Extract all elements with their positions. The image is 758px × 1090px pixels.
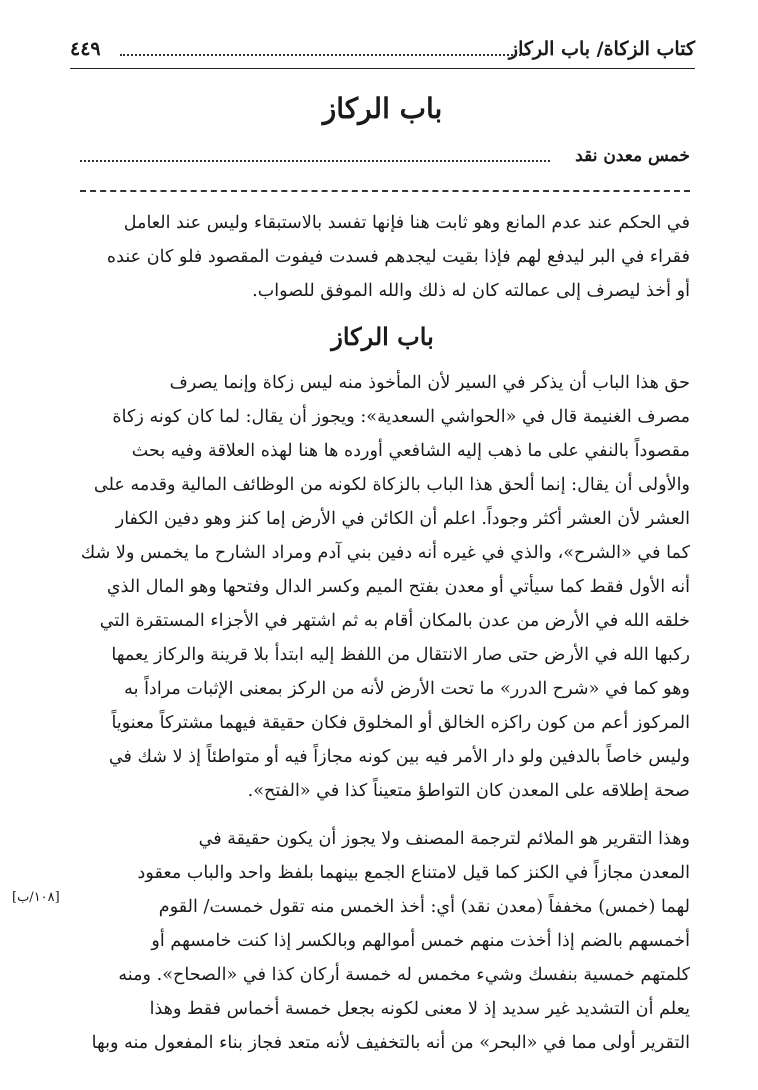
text-line: كلمتهم خمسية بنفسك وشيء مخمس له خمسة أركان كذا في «الصحاح». ومنه [118,965,690,985]
text-line: التقرير أولى مما في «البحر» من أنه بالتخفيف لأنه متعد فجاز بناء المفعول منه وبها [91,1033,690,1053]
text-line: ركبها الله في الأرض حتى صار الانتقال من اللفظ إليه ابتدأ بلا قرينة والركاز يعمها [111,645,690,665]
text-line: مقصوداً بالنفي على ما ذهب إليه الشافعي أورده ها هنا لهذه العلاقة وفيه بحث [131,441,690,461]
paragraph-2 [78,366,690,808]
dashed-separator [80,190,690,192]
folio-marginal-note: [١٠٨/ب] [12,890,60,905]
text-line: يعلم أن التشديد غير سديد إذ لا معنى لكونه بجعل خمسة أخماس فقط وهذا [149,999,690,1019]
text-line: كما في «الشرح»، والذي في غيره أنه دفين بني آدم ومراد الشارح ما يخمس ولا شك [80,543,690,563]
matn-line [80,146,690,172]
text-line: فقراء في البر ليدفع لهم فإذا بقيت ليجدهم فسدت فيفوت المقصود فلو كان عنده [106,247,690,267]
section-title: باب الركاز [331,322,434,351]
text-line: في الحكم عند عدم المانع وهو ثابت هنا فإنها تفسد بالاستبقاء وليس عند العامل [123,213,690,233]
running-title: كتاب الزكاة/ باب الركاز [508,38,695,60]
header-rule [70,68,695,69]
paragraph-3 [78,822,690,1060]
text-line: صحة إطلاقه على المعدن كان التواطؤ متعيناً كذا في «الفتح». [247,781,690,801]
header-leader-dots [120,54,525,56]
running-header [70,38,695,68]
text-line: وهو كما في «شرح الدرر» ما تحت الأرض لأنه من الركز بمعنى الإثبات مراداً به [124,679,690,699]
chapter-title: باب الركاز [322,92,443,125]
text-line: أو أخذ ليصرف إلى عمالته كان له ذلك والله الموفق للصواب. [252,281,690,301]
matn-text: خمس معدن نقد [575,146,690,166]
text-line: خلقه الله في الأرض من عدن بالمكان أقام به ثم اشتهر في الأجزاء المستقرة التي [99,611,690,631]
matn-leader-dots [80,160,550,162]
text-line: مصرف الغنيمة قال في «الحواشي السعدية»: ويجوز أن يقال: لما كان كونه زكاة [112,407,690,427]
text-line: المعدن مجازاً في الكنز كما قيل لامتناع الجمع بينهما بلفظ واحد والباب معقود [137,863,690,883]
page-number: ٤٤٩ [70,38,101,60]
text-line: أخمسهم بالضم إذا أخذت منهم خمس أموالهم وبالكسر إذا كنت خامسهم أو [151,931,690,951]
text-line: المركوز أعم من كون راكزه الخالق أو المخلوق فكان حقيقة فيهما مشتركاً معنوياً [111,713,690,733]
text-line: وهذا التقرير هو الملائم لترجمة المصنف ولا يجوز أن يكون حقيقة في [198,829,690,849]
text-line: أنه الأول فقط كما سيأتي أو معدن بفتح الميم وكسر الدال وفتحها وهو المال الذي [106,577,690,597]
text-line: لهما (خمس) مخففاً (معدن نقد) أي: أخذ الخمس منه تقول خمست/ القوم [158,897,690,917]
text-line: العشر لأن العشر أكثر وجوداً. اعلم أن الكائن في الأرض إما كنز وهو دفين الكفار [115,509,690,529]
text-line: حق هذا الباب أن يذكر في السير لأن المأخوذ منه ليس زكاة وإنما يصرف [169,373,690,393]
text-line: والأولى أن يقال: إنما ألحق هذا الباب بالزكاة لكونه من الوظائف المالية وقدمه على [93,475,690,495]
text-line: وليس خاصاً بالدفين ولو دار الأمر فيه بين كونه مجازاً فيه أو متواطئاً إذ لا شك في [108,747,690,767]
paragraph-1 [78,206,690,308]
